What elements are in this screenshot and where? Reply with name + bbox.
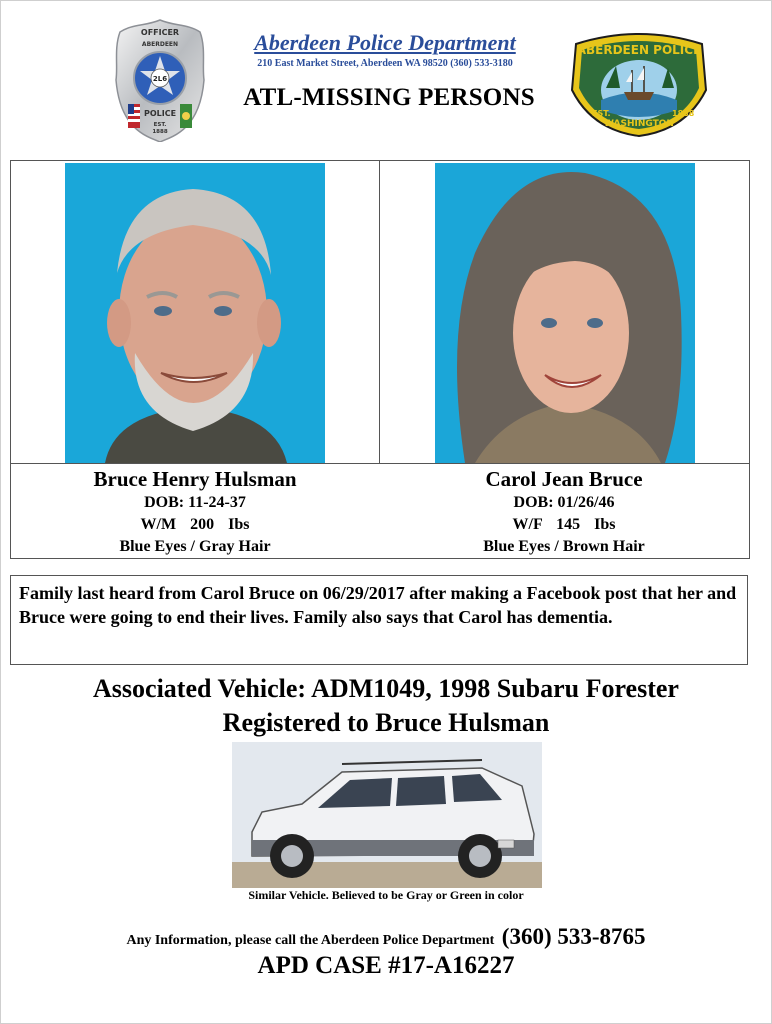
- photo-carol-bruce: [435, 163, 695, 463]
- person-name: Carol Jean Bruce: [485, 467, 643, 491]
- svg-text:EST.: EST.: [153, 122, 167, 128]
- missing-persons-table: [10, 160, 750, 559]
- police-seal-icon: [566, 30, 712, 138]
- vehicle-heading: [0, 672, 772, 740]
- svg-text:1888: 1888: [152, 129, 168, 135]
- svg-text:ABERDEEN POLICE: ABERDEEN POLICE: [576, 43, 702, 57]
- person-name: Bruce Henry Hulsman: [93, 467, 297, 491]
- case-narrative: Family last heard from Carol Bruce on 06/29/2017 after making a Facebook post that her and Bruce were going to end their lives. Family also says that Carol has dementia.: [10, 575, 748, 665]
- person-sex-race-weight: W/F 145 Ibs: [512, 516, 616, 533]
- svg-text:ABERDEEN: ABERDEEN: [141, 41, 179, 48]
- person-dob: DOB: 01/26/46: [513, 494, 615, 511]
- person-features: Blue Eyes / Brown Hair: [483, 538, 645, 555]
- contact-line: [0, 924, 772, 950]
- case-number: APD CASE #17-A16227: [257, 952, 515, 979]
- photo-bruce-hulsman: [65, 163, 325, 463]
- contact-text: Any Information, please call the Aberdeen Police Department: [126, 933, 495, 948]
- svg-text:EST.: EST.: [592, 109, 611, 118]
- svg-text:2L6: 2L6: [152, 75, 168, 83]
- column-divider: [379, 161, 380, 463]
- person-features: Blue Eyes / Gray Hair: [119, 538, 271, 555]
- vehicle-registration: Registered to Bruce Hulsman: [222, 708, 550, 737]
- vehicle-caption: Similar Vehicle. Believed to be Gray or Green in color: [248, 888, 524, 902]
- svg-text:OFFICER: OFFICER: [140, 28, 180, 37]
- vehicle-description: Associated Vehicle: ADM1049, 1998 Subaru Forester: [93, 674, 679, 703]
- vehicle-photo: [232, 742, 542, 888]
- contact-phone: (360) 533-8765: [501, 924, 646, 949]
- person-sex-race-weight: W/M 200 Ibs: [140, 516, 250, 533]
- svg-text:POLICE: POLICE: [143, 109, 177, 118]
- department-address: 210 East Market Street, Aberdeen WA 98520 (360) 533-3180: [257, 58, 513, 69]
- svg-text:WASHINGTON: WASHINGTON: [604, 119, 674, 129]
- row-divider: [11, 463, 749, 464]
- svg-text:1888: 1888: [672, 109, 695, 118]
- police-badge-icon: [114, 18, 206, 142]
- department-name: Aberdeen Police Department: [254, 30, 516, 55]
- person-info-bruce: [11, 466, 379, 558]
- notice-title: ATL-MISSING PERSONS: [243, 84, 535, 111]
- person-info-carol: [380, 466, 748, 558]
- person-dob: DOB: 11-24-37: [144, 494, 246, 511]
